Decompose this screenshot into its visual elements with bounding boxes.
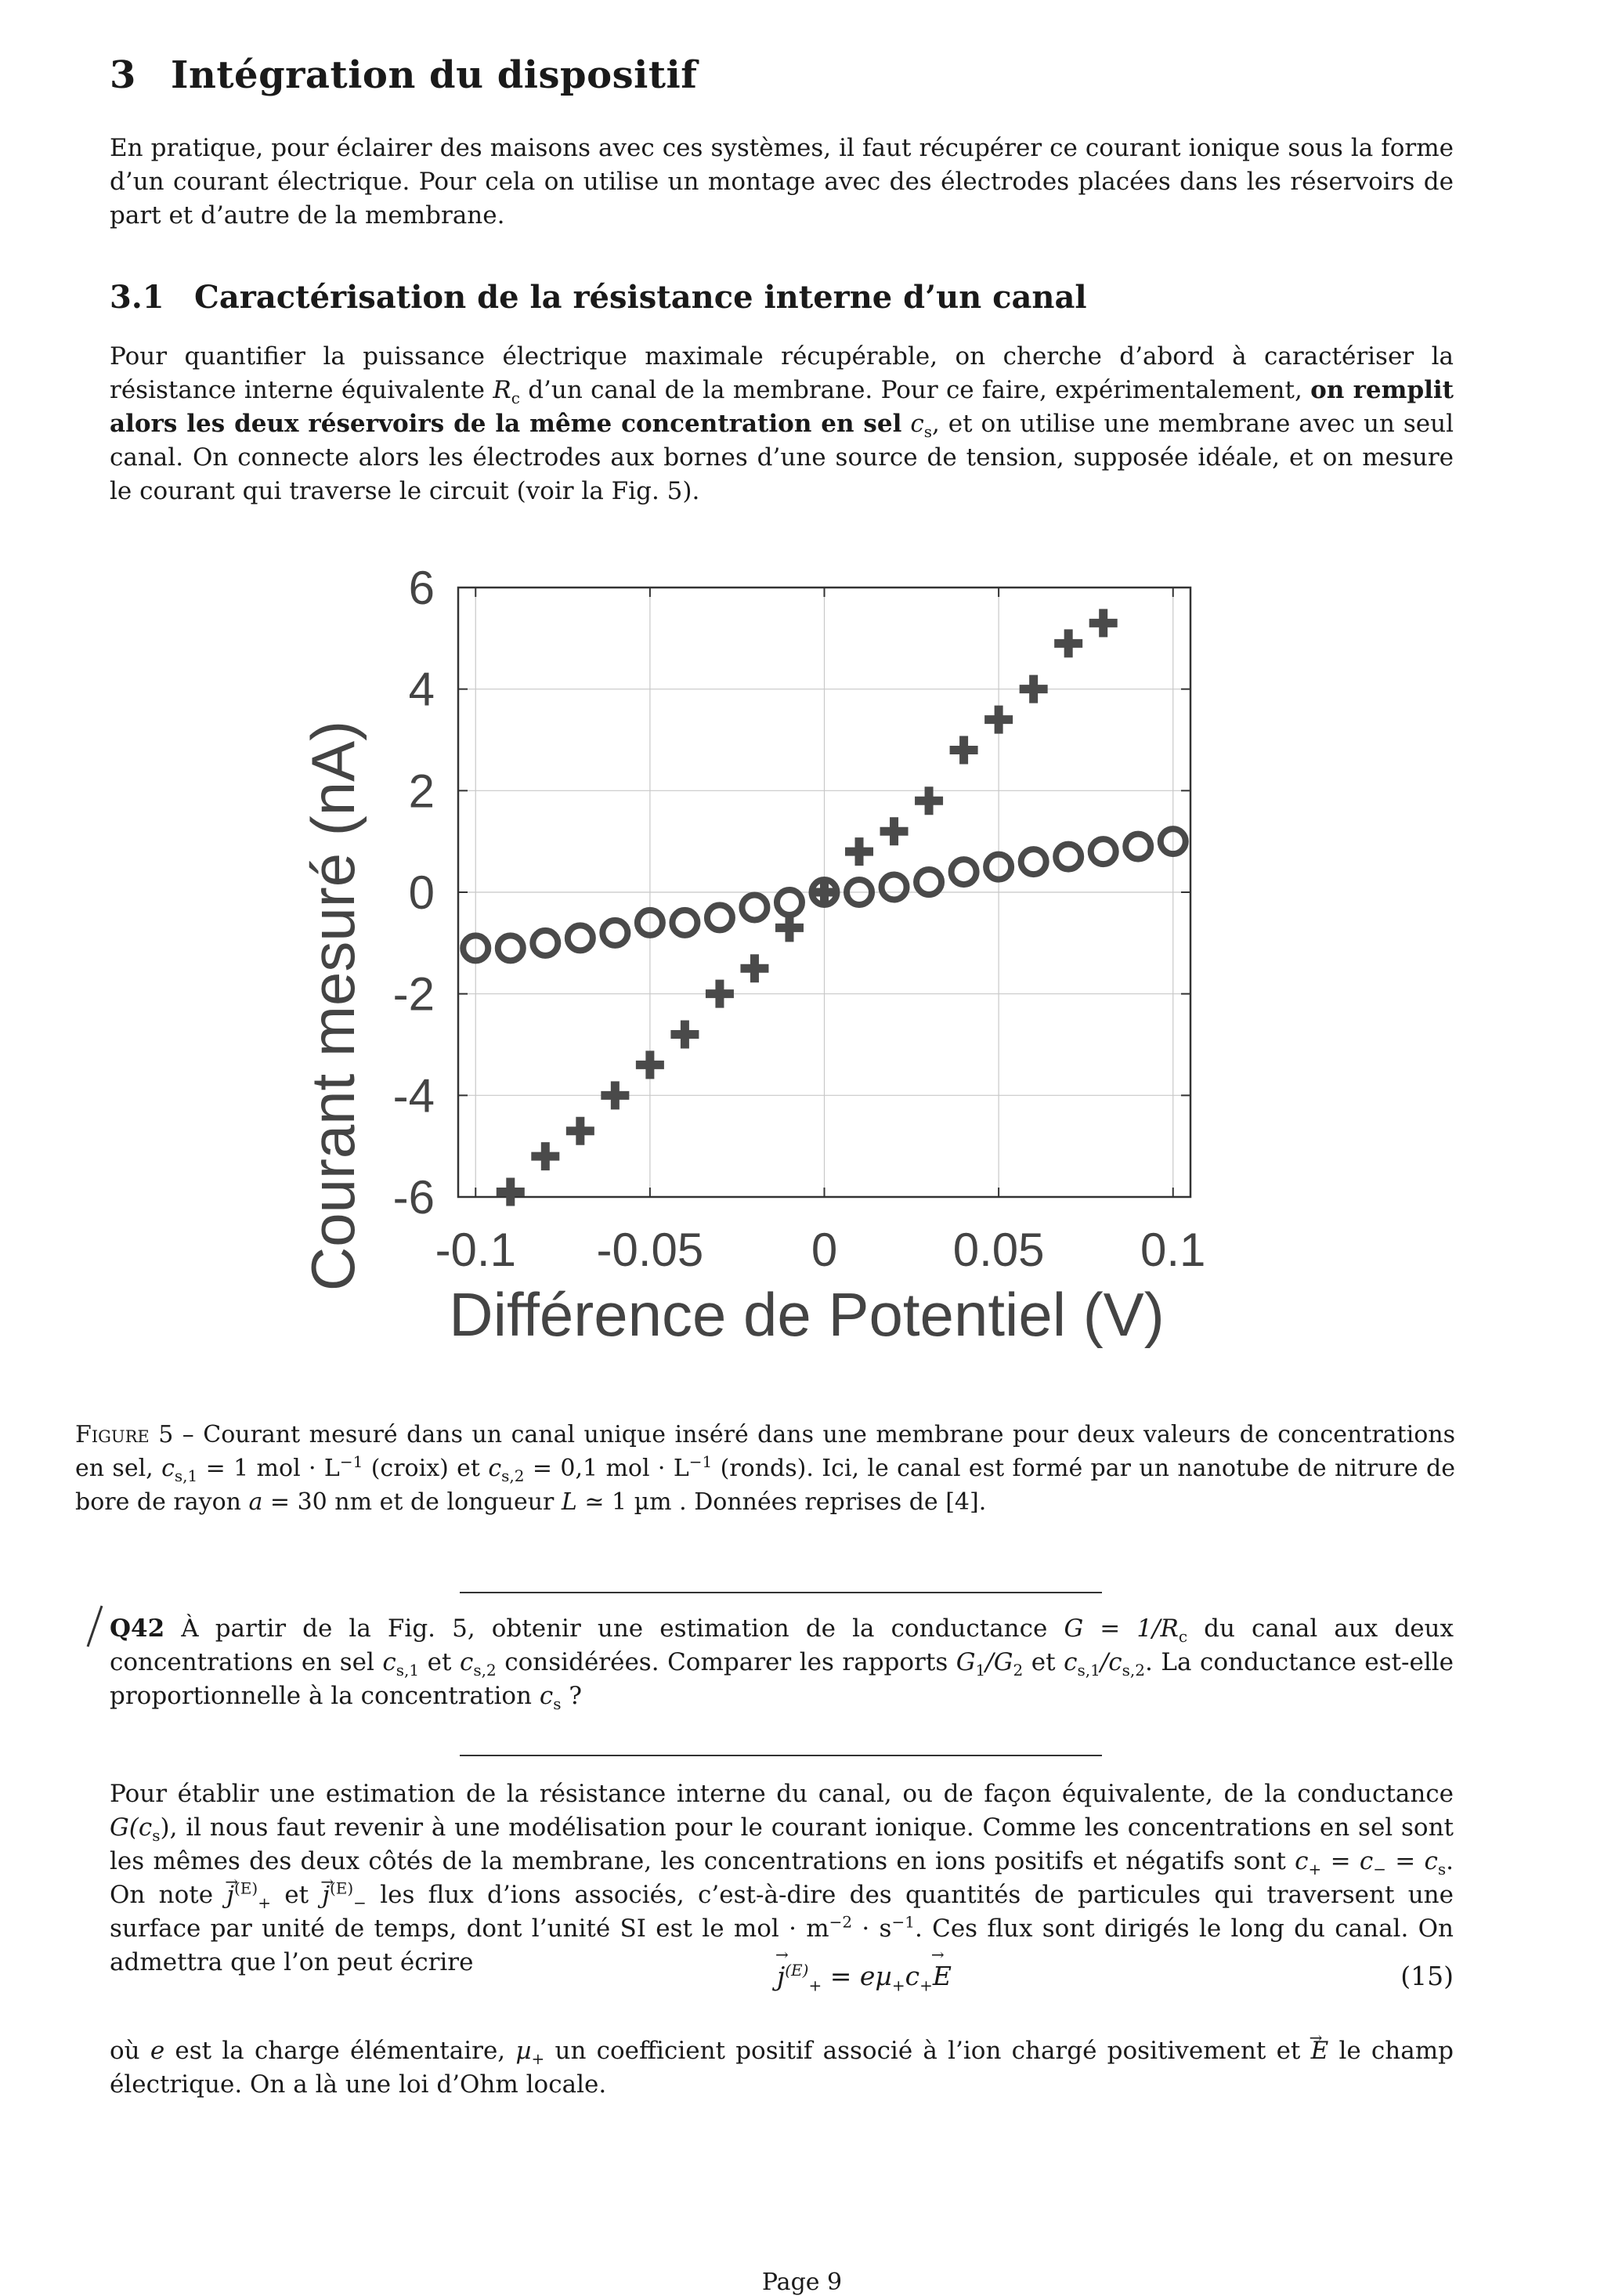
math-sup: −1 xyxy=(688,1452,713,1471)
math-var: µ xyxy=(515,2037,532,2065)
text: est la charge élémentaire, xyxy=(164,2037,516,2065)
math-var: c xyxy=(539,1682,554,1710)
math-var: c xyxy=(1295,1847,1309,1875)
data-point-cross xyxy=(566,1117,594,1145)
data-point-cross xyxy=(636,1050,664,1079)
text: À partir de la Fig. 5, obtenir une estimation de la conductance xyxy=(164,1614,1064,1643)
math-sub: s xyxy=(152,1826,161,1846)
data-point-circle xyxy=(882,875,907,900)
equation-body xyxy=(777,1961,952,1995)
text: le champ électrique. On a là une loi d’Ohm locale. xyxy=(110,2037,1454,2099)
data-point-circle xyxy=(1021,849,1046,874)
math-vector: → E xyxy=(1311,2037,1329,2065)
text: ≃ 1 µm . Données reprises de [4]. xyxy=(576,1488,987,1516)
text: et xyxy=(419,1648,461,1676)
data-point-circle xyxy=(916,870,941,895)
data-point-cross xyxy=(845,837,873,866)
text: les flux d’ions associés, c’est-à-dire des quantités de particules qui traversent une surface par unité de temps, dont l’unité SI est le mol · m xyxy=(110,1881,1454,1943)
data-point-cross xyxy=(601,1081,629,1109)
data-point-circle xyxy=(533,931,558,956)
math-var: /c xyxy=(1100,1648,1122,1676)
math-var: G(c xyxy=(110,1813,153,1842)
math-sub: s xyxy=(1437,1860,1447,1879)
x-tick-label: 0.1 xyxy=(1140,1224,1206,1276)
data-point-cross xyxy=(984,706,1013,734)
divider-bottom xyxy=(460,1755,1102,1756)
math-var: c xyxy=(905,1961,920,1991)
text: = 0,1 mol · L xyxy=(524,1455,689,1482)
data-point-cross xyxy=(531,1142,559,1170)
math-var: R xyxy=(493,376,511,404)
math-sup: −2 xyxy=(829,1912,853,1932)
x-tick-label: -0.05 xyxy=(596,1224,704,1276)
math-sub: s,1 xyxy=(174,1466,198,1485)
resistance-paragraph xyxy=(110,340,1454,508)
y-tick-label: 4 xyxy=(408,663,435,716)
math-sub: + xyxy=(258,1893,271,1913)
caption-label: Figure 5 xyxy=(75,1421,174,1448)
math-expr: G = 1/R xyxy=(1064,1614,1179,1643)
text: ? xyxy=(561,1682,582,1710)
text: (ronds). Ici, le canal est formé par un nanotube de nitrure de bore de rayon xyxy=(75,1455,1456,1516)
tick-labels xyxy=(393,564,1206,1276)
math-var: L xyxy=(561,1488,577,1516)
data-point-cross xyxy=(497,1178,525,1206)
section-title xyxy=(110,53,697,97)
divider-top xyxy=(460,1592,1102,1593)
data-point-circle xyxy=(777,890,802,915)
text: . On note xyxy=(110,1847,1454,1909)
math-var: G xyxy=(956,1648,976,1676)
math-expr: = eµ xyxy=(822,1961,892,1991)
page-number: Page 9 xyxy=(761,2269,843,2296)
text: , et on utilise une membrane avec un seul canal. On connecte alors les électrodes aux bornes d’une source de tension, supposée idéale, et on mesure le courant qui traverse le circuit (voir la Fig. 5). xyxy=(110,410,1454,505)
x-tick-label: 0.05 xyxy=(952,1224,1045,1276)
math-var: c xyxy=(460,1648,474,1676)
text: du canal aux deux concentrations en sel xyxy=(110,1614,1454,1676)
math-var: = c xyxy=(1321,1847,1374,1875)
y-tick-label: 0 xyxy=(408,866,435,919)
math-var: = c xyxy=(1385,1847,1438,1875)
math-sup: −1 xyxy=(339,1452,363,1471)
math-vector: → j xyxy=(322,1881,330,1909)
data-point-circle xyxy=(1125,834,1151,859)
math-sub: − xyxy=(1373,1860,1386,1879)
data-point-cross xyxy=(1089,609,1118,637)
math-sub: s xyxy=(923,422,932,442)
data-point-cross xyxy=(950,736,978,764)
text: considérées. Comparer les rapports xyxy=(496,1648,956,1676)
math-sub: s,2 xyxy=(501,1466,525,1485)
x-tick-label: -0.1 xyxy=(435,1224,516,1276)
math-sub: − xyxy=(353,1893,367,1913)
x-tick-label: 0 xyxy=(811,1224,838,1276)
subsection-number: 3.1 xyxy=(110,279,164,316)
data-point-cross xyxy=(880,817,909,845)
data-point-circle xyxy=(1056,844,1081,870)
section-title-text: Intégration du dispositif xyxy=(171,53,698,97)
question-q42 xyxy=(110,1612,1454,1713)
y-tick-label: 2 xyxy=(408,765,435,818)
text: · s xyxy=(852,1915,892,1943)
text: = 30 nm et de longueur xyxy=(262,1488,562,1516)
data-point-circle xyxy=(952,859,977,884)
math-var: c xyxy=(161,1455,175,1482)
question-id: Q42 xyxy=(110,1614,165,1643)
math-vector: → j xyxy=(777,1961,785,1991)
math-sub: s xyxy=(553,1694,562,1714)
data-point-cross xyxy=(706,980,734,1008)
math-sub: + xyxy=(531,2049,545,2069)
subsection-title xyxy=(110,279,1087,316)
equation-number: (15) xyxy=(1400,1961,1454,1991)
text: ), il nous faut revenir à une modélisation pour le courant ionique. Comme les concentrations en sel sont les mêmes des deux côtés de la membrane, les concentrations en ions positifs et négatifs sont xyxy=(110,1813,1454,1875)
text: . La conductance est-elle proportionnelle à la concentration xyxy=(110,1648,1454,1710)
y-tick-label: -6 xyxy=(392,1171,435,1224)
math-sub: 2 xyxy=(1013,1661,1024,1680)
math-var: a xyxy=(248,1488,263,1516)
math-var: c xyxy=(1064,1648,1078,1676)
data-point-circle xyxy=(1091,839,1116,864)
text: – Courant mesuré dans un canal unique inséré dans une membrane pour deux valeurs de concentrations en sel, xyxy=(75,1421,1455,1482)
y-tick-label: -4 xyxy=(392,1069,435,1123)
math-sub: + xyxy=(891,1976,905,1995)
subsection-title-text: Caractérisation de la résistance interne d’un canal xyxy=(194,279,1087,316)
math-sup: −1 xyxy=(891,1912,915,1932)
math-sup: (E) xyxy=(233,1878,258,1898)
data-point-circle xyxy=(707,905,732,930)
figure-caption xyxy=(75,1418,1455,1519)
data-point-cross xyxy=(670,1021,699,1049)
math-var: c xyxy=(488,1455,502,1482)
math-var: e xyxy=(150,2037,165,2065)
equation-15 xyxy=(110,1961,1454,2000)
math-sup: (E) xyxy=(329,1878,354,1898)
y-axis-label: Courant mesuré (nA) xyxy=(298,720,367,1292)
data-point-circle xyxy=(568,925,593,950)
y-tick-label: 6 xyxy=(408,564,435,614)
math-sub: s,2 xyxy=(1122,1661,1146,1680)
iv-chart xyxy=(298,564,1222,1363)
text: . Ces flux sont dirigés le long du canal. On admettra que l’on peut écrire xyxy=(110,1915,1454,1976)
data-point-circle xyxy=(742,895,767,920)
y-tick-label: -2 xyxy=(392,967,435,1021)
text: un coefficient positif associé à l’ion chargé positivement et xyxy=(544,2037,1311,2065)
math-sub: + xyxy=(1308,1860,1322,1879)
text: Pour quantifier la puissance électrique maximale récupérable, on cherche d’abord à caractériser la résistance interne équivalente xyxy=(110,342,1454,404)
ohm-paragraph xyxy=(110,2034,1454,2102)
math-sub: + xyxy=(808,1976,822,1995)
text: = 1 mol · L xyxy=(197,1455,340,1482)
intro-paragraph: En pratique, pour éclairer des maisons avec ces systèmes, il faut récupérer ce courant ionique sous la forme d’un courant électrique. Pour cela on utilise un montage avec des électrodes placées dans les réservoirs de part et d’autre de la membrane. xyxy=(110,134,1454,230)
math-var: c xyxy=(910,410,924,438)
math-sub: s,1 xyxy=(396,1661,420,1680)
math-sub: 1 xyxy=(975,1661,986,1680)
x-axis-label: Différence de Potentiel (V) xyxy=(449,1280,1165,1349)
text: d’un canal de la membrane. Pour ce faire, expérimentalement, xyxy=(528,376,1302,404)
math-vector: → E xyxy=(933,1961,952,1991)
data-point-circle xyxy=(672,910,697,935)
bold-text: on remplit alors les deux réservoirs de la même concentration en sel xyxy=(110,376,1454,438)
math-sub: s,2 xyxy=(473,1661,497,1680)
math-var: /G xyxy=(985,1648,1013,1676)
text: et xyxy=(1023,1648,1064,1676)
math-vector: → j xyxy=(226,1881,234,1909)
data-point-cross xyxy=(1020,675,1048,703)
math-sup: (E) xyxy=(785,1961,809,1980)
math-sub: + xyxy=(919,1976,933,1995)
data-point-cross xyxy=(1054,629,1082,657)
math-sub: s,1 xyxy=(1077,1661,1100,1680)
handwritten-slash-mark xyxy=(85,1604,105,1648)
text: où xyxy=(110,2037,150,2065)
math-sub: c xyxy=(1178,1627,1188,1647)
data-point-circle xyxy=(602,920,627,946)
data-point-circle xyxy=(498,935,523,960)
text: Pour établir une estimation de la résistance interne du canal, ou de façon équivalente, de la conductance xyxy=(110,1780,1454,1808)
data-point-cross xyxy=(740,954,768,982)
figure-5 xyxy=(298,564,1222,1363)
text: (croix) et xyxy=(363,1455,489,1482)
math-var: c xyxy=(382,1648,396,1676)
math-sub: c xyxy=(511,389,520,408)
text: et xyxy=(270,1881,323,1909)
section-number: 3 xyxy=(110,53,136,97)
